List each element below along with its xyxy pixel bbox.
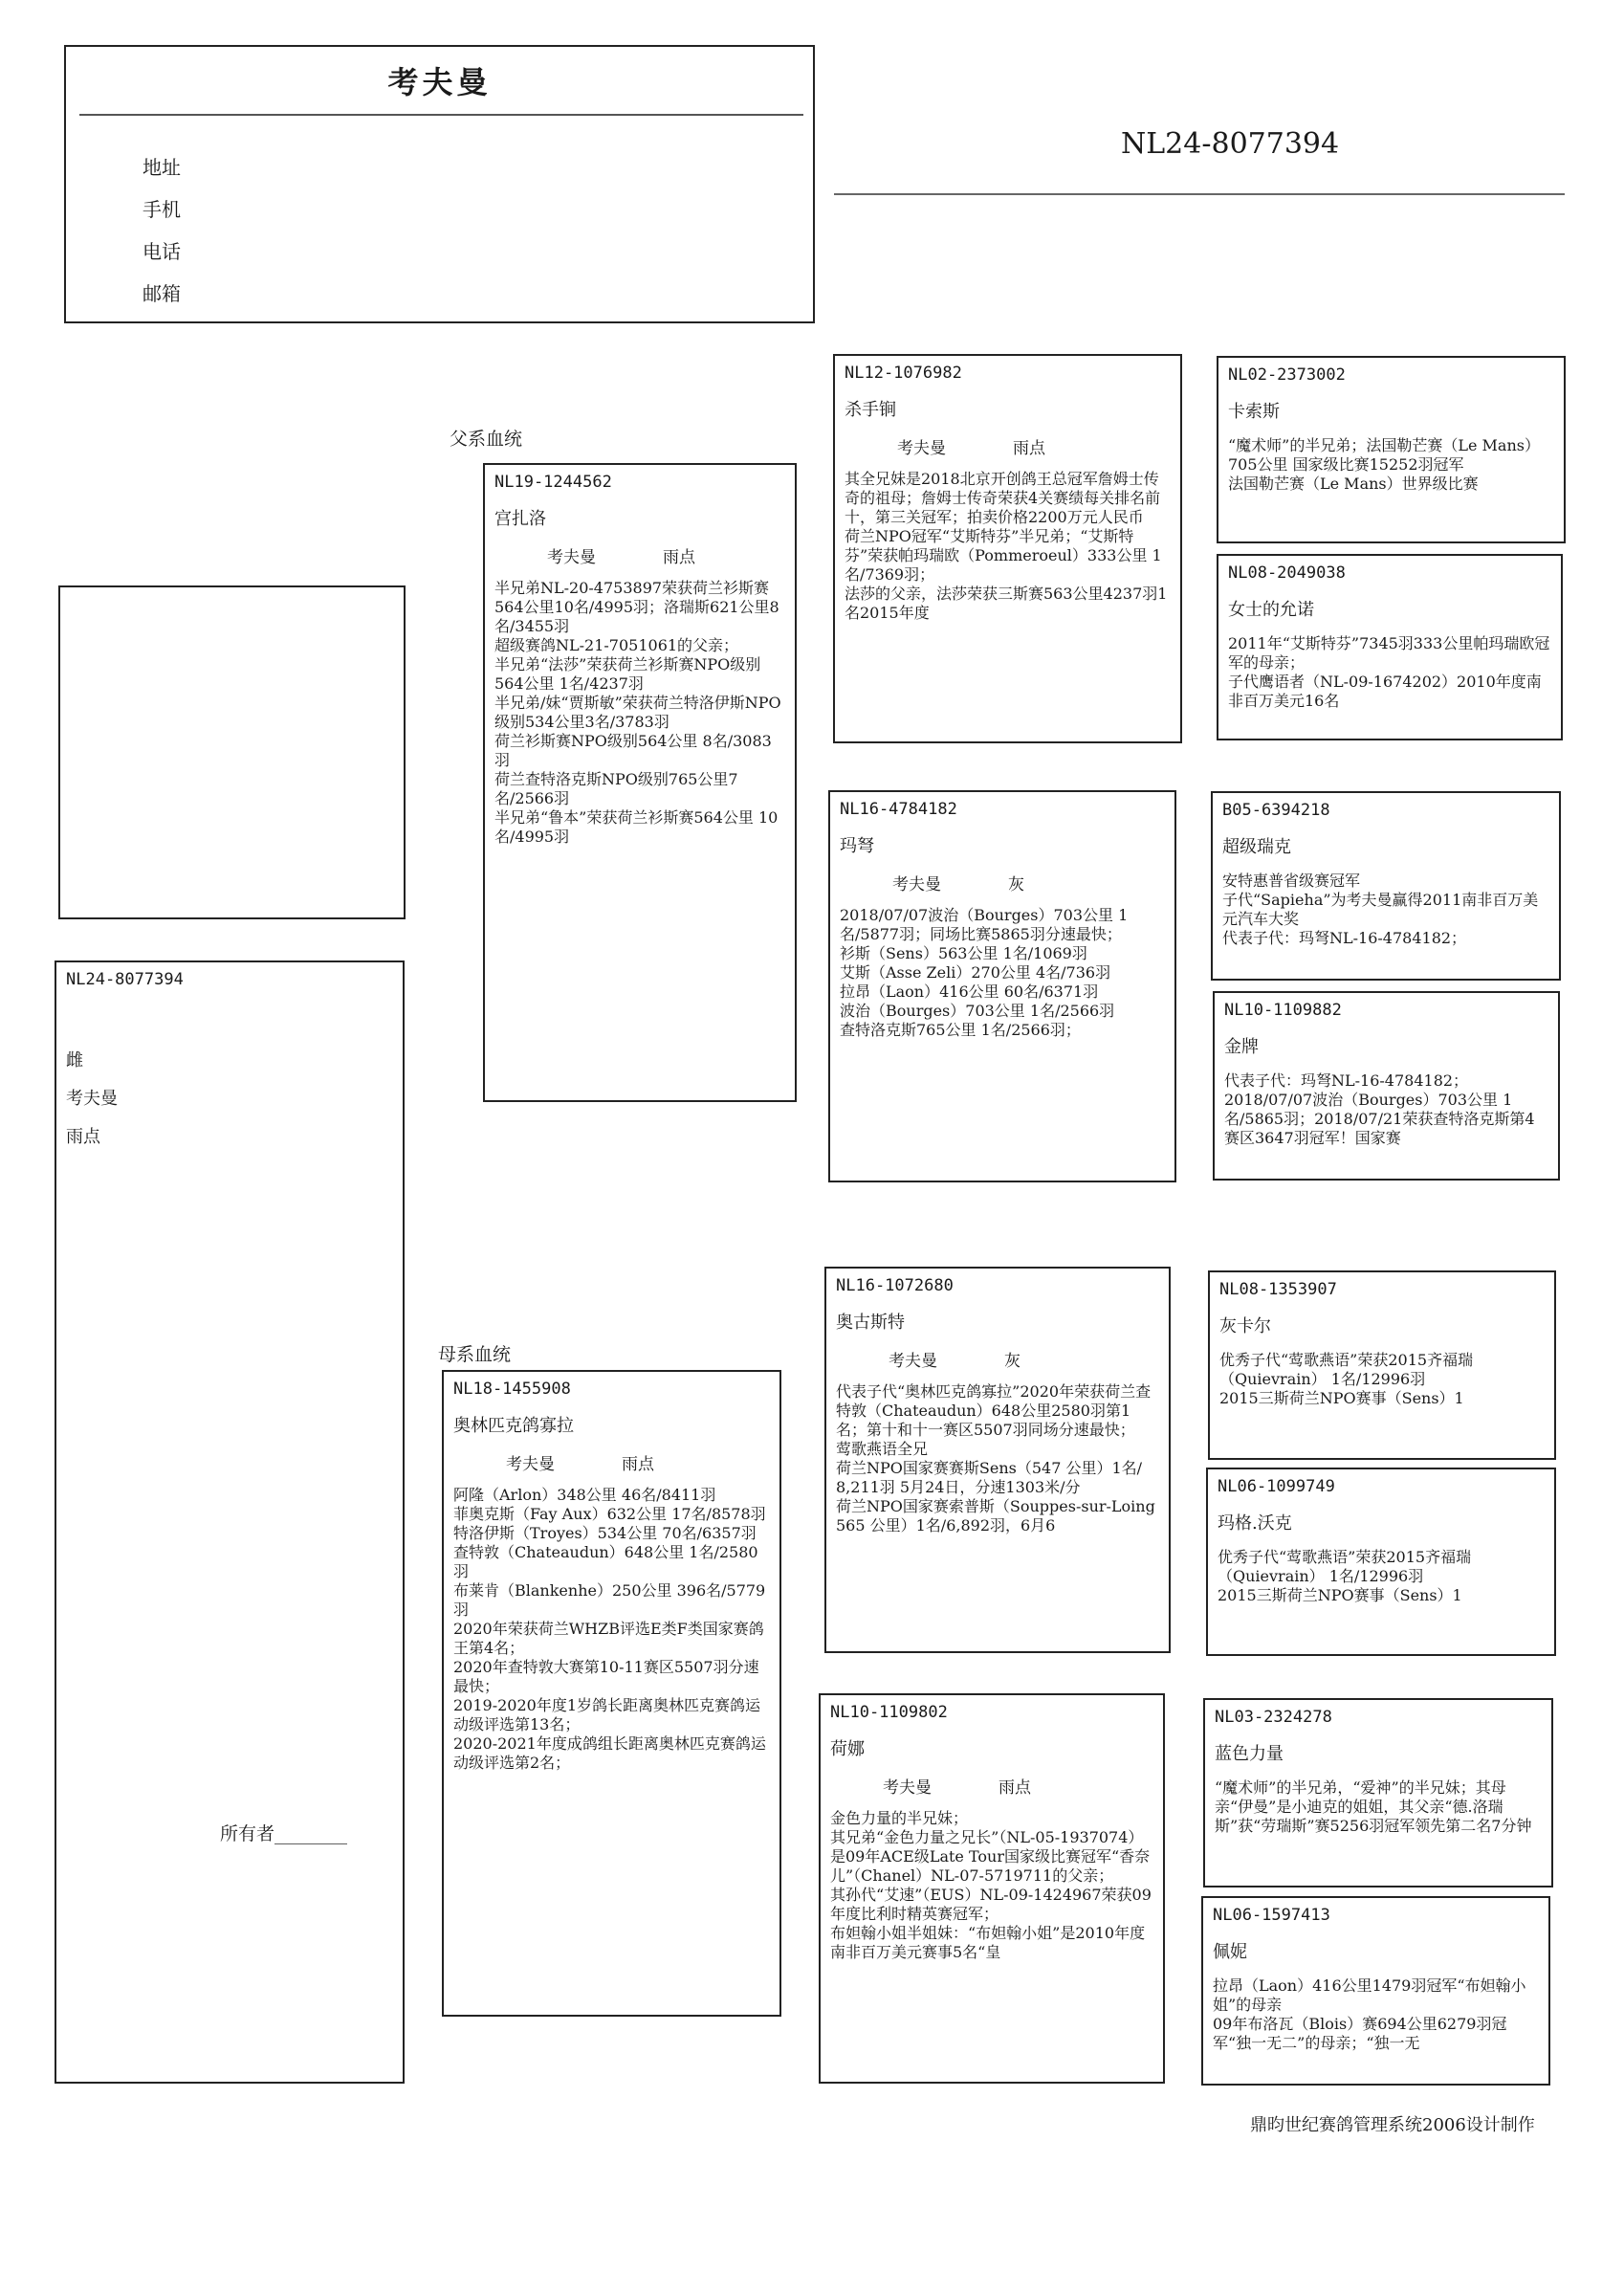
note: 代表子代：玛弩NL-16-4784182； <box>1224 1071 1469 1090</box>
note: 安特惠普省级赛冠军 <box>1222 872 1361 890</box>
phone-label: 电话 <box>143 240 181 263</box>
header-divider <box>79 114 803 116</box>
pedigree-name: 荷娜 <box>830 1739 865 1759</box>
note: 衫斯（Sens）563公里 1名/1069羽 <box>840 944 1087 962</box>
note: 子代“Sapieha”为考夫曼赢得2011南非百万美元汽车大奖 <box>1222 891 1539 928</box>
note: 法莎的父亲，法莎荣获三斯赛563公里4237羽1名2015年度 <box>845 585 1168 622</box>
subject-color: 雨点 <box>66 1127 100 1147</box>
ancestor-box <box>1211 791 1561 981</box>
note: 莺歌燕语全兄 <box>836 1440 929 1458</box>
pedigree-breeder: 考夫曼 <box>897 439 946 458</box>
pedigree-ring: B05-6394218 <box>1222 801 1330 820</box>
note: 荷兰NPO国家赛索普斯（Souppes-sur-Loing 565 公里）1名/6,892羽，6月6 <box>836 1497 1155 1534</box>
ancestor-box <box>1217 554 1563 740</box>
software-credit: 鼎昀世纪赛鸽管理系统2006设计制作 <box>1250 2115 1535 2135</box>
pedigree-color: 雨点 <box>622 1455 654 1474</box>
note: 查特敦（Chateaudun）648公里 1名/2580羽 <box>453 1543 758 1580</box>
pedigree-name: 女士的允诺 <box>1228 600 1314 620</box>
pedigree-notes <box>494 579 785 847</box>
pedigree-breeder: 考夫曼 <box>547 548 596 567</box>
pedigree-ring: NL10-1109882 <box>1224 1001 1342 1020</box>
pedigree-name: 玛弩 <box>840 836 874 856</box>
pedigree-notes <box>830 1809 1153 1962</box>
subject-ring-heading: NL24-8077394 <box>1121 127 1340 161</box>
note: 布莱肯（Blankenhe）250公里 396名/5779羽 <box>453 1581 766 1619</box>
note: 其全兄妹是2018北京开创鸽王总冠军詹姆士传奇的祖母；詹姆士传奇荣获4关赛绩每关排名前十，第三关冠军；拍卖价格2200万元人民币 <box>845 470 1161 526</box>
note: 2018/07/07波治（Bourges）703公里 1名/5865羽；2018/07/21荣获查特洛克斯第4赛区3647羽冠军！国家赛 <box>1224 1091 1535 1147</box>
note: 2015三斯荷兰NPO赛事（Sens）1 <box>1218 1586 1462 1604</box>
note: 2020-2021年度成鸽组长距离奥林匹克赛鸽运动级评选第2名； <box>453 1734 766 1772</box>
pedigree-ring: NL18-1455908 <box>453 1380 571 1399</box>
note: 法国勒芒赛（Le Mans）世界级比赛 <box>1228 475 1479 493</box>
ancestor-box <box>1208 1270 1556 1460</box>
note: 荷兰NPO冠军“艾斯特芬”半兄弟；“艾斯特芬”荣获帕玛瑞欧（Pommeroeul）333公里 1名/7369羽； <box>845 527 1162 584</box>
pedigree-name: 超级瑞克 <box>1222 837 1291 857</box>
pedigree-notes <box>840 906 1165 1040</box>
ancestor-box <box>1206 1468 1556 1656</box>
note: 查特洛克斯765公里 1名/2566羽； <box>840 1021 1081 1039</box>
pedigree-ring: NL19-1244562 <box>494 473 612 492</box>
subject-breeder: 考夫曼 <box>66 1089 118 1109</box>
pedigree-notes <box>1222 872 1549 948</box>
pedigree-name: 金牌 <box>1224 1037 1259 1057</box>
pedigree-name: 宫扎洛 <box>494 509 546 529</box>
pedigree-notes <box>453 1486 770 1773</box>
note: 拉昂（Laon）416公里 60名/6371羽 <box>840 982 1099 1001</box>
pedigree-name: 玛格.沃克 <box>1218 1513 1292 1534</box>
pedigree-name: 奥林匹克鸽寡拉 <box>453 1416 574 1436</box>
note: 半兄弟/妹“贾斯敏”荣获荷兰特洛伊斯NPO级别534公里3名/3783羽 <box>494 694 781 731</box>
owner-name: 考夫曼 <box>387 64 492 100</box>
pedigree-ring: NL10-1109802 <box>830 1703 948 1722</box>
granddam-maternal-box <box>819 1693 1165 2084</box>
pedigree-color: 雨点 <box>999 1778 1031 1798</box>
pedigree-name: 卡索斯 <box>1228 402 1280 422</box>
pedigree-name: 蓝色力量 <box>1215 1744 1284 1764</box>
pedigree-notes <box>1218 1548 1545 1605</box>
note: 优秀子代“莺歌燕语”荣获2015齐福瑞（Quievrain） 1名/12996羽 <box>1219 1351 1474 1388</box>
note: 艾斯（Asse Zeli）270公里 4名/736羽 <box>840 963 1111 982</box>
pedigree-color: 雨点 <box>1013 439 1045 458</box>
note: 子代鹰语者（NL-09-1674202）2010年度南非百万美元16名 <box>1228 673 1542 710</box>
owner-header-box <box>64 45 815 323</box>
note: 荷兰查特洛克斯NPO级别765公里7名/2566羽 <box>494 770 738 807</box>
note: 特洛伊斯（Troyes）534公里 70名/6357羽 <box>453 1524 757 1542</box>
note: 其孙代“艾速”（EUS）NL-09-1424967荣获09年度比利时精英赛冠军； <box>830 1886 1152 1923</box>
dam-box <box>442 1370 781 2017</box>
note: “魔术师”的半兄弟；法国勒芒赛（Le Mans）705公里 国家级比赛15252羽冠军 <box>1228 436 1540 474</box>
note: 2018/07/07波治（Bourges）703公里 1名/5877羽；同场比赛5865羽分速最快； <box>840 906 1129 943</box>
note: 半兄弟NL-20-4753897荣获荷兰衫斯赛564公里10名/4995羽；洛瑞斯621公里8名/3455羽 <box>494 579 779 635</box>
pedigree-ring: NL06-1099749 <box>1218 1477 1335 1496</box>
ancestor-box <box>1213 991 1560 1181</box>
address-label: 地址 <box>143 156 181 179</box>
maternal-label: 母系血统 <box>438 1344 512 1365</box>
ancestor-box <box>1201 1896 1550 2086</box>
pedigree-ring: NL16-1072680 <box>836 1276 954 1295</box>
sire-box <box>483 463 797 1102</box>
note: 优秀子代“莺歌燕语”荣获2015齐福瑞（Quievrain） 1名/12996羽 <box>1218 1548 1472 1585</box>
pedigree-notes <box>1228 634 1551 711</box>
note: “魔术师”的半兄弟，“爱神”的半兄妹；其母亲“伊曼”是小迪克的姐姐，其父亲“德.洛瑞斯”获“劳瑞斯”赛5256羽冠军领先第二名7分钟 <box>1215 1778 1532 1835</box>
pedigree-ring: NL06-1597413 <box>1213 1906 1330 1925</box>
ancestor-box <box>1203 1698 1553 1888</box>
pedigree-breeder: 考夫曼 <box>506 1455 555 1474</box>
note: 半兄弟“鲁本”荣获荷兰衫斯赛564公里 10名/4995羽 <box>494 808 779 846</box>
owner-signature-line: 所有者________ <box>220 1823 348 1844</box>
granddam-paternal-box <box>828 790 1176 1182</box>
pedigree-notes <box>845 470 1171 623</box>
pedigree-ring: NL16-4784182 <box>840 800 957 819</box>
pedigree-ring: NL12-1076982 <box>845 364 962 383</box>
note: 荷兰衫斯赛NPO级别564公里 8名/3083羽 <box>494 732 772 769</box>
photo-placeholder <box>58 585 406 919</box>
paternal-label: 父系血统 <box>450 429 523 450</box>
note: 2020年荣获荷兰WHZB评选E类F类国家赛鸽王第4名； <box>453 1620 764 1657</box>
note: 布妲翰小姐半姐妹：“布妲翰小姐”是2010年度南非百万美元赛事5名“皇 <box>830 1924 1146 1961</box>
pedigree-notes <box>1219 1351 1545 1408</box>
subject-box <box>55 960 405 2084</box>
pedigree-name: 杀手锏 <box>845 400 896 420</box>
note: 金色力量的半兄妹； <box>830 1809 969 1827</box>
pedigree-notes <box>836 1382 1159 1535</box>
note: 2019-2020年度1岁鸽长距离奥林匹克赛鸽运动级评选第13名； <box>453 1696 761 1733</box>
subject-ring: NL24-8077394 <box>66 970 184 989</box>
pedigree-color: 雨点 <box>663 548 695 567</box>
note: 阿隆（Arlon）348公里 46名/8411羽 <box>453 1486 716 1504</box>
ancestor-box <box>1217 356 1566 543</box>
note: 2015三斯荷兰NPO赛事（Sens）1 <box>1219 1389 1464 1407</box>
pedigree-notes <box>1213 1976 1539 2053</box>
note: 菲奥克斯（Fay Aux）632公里 17名/8578羽 <box>453 1505 766 1523</box>
note: 半兄弟“法莎”荣获荷兰衫斯赛NPO级别564公里 1名/4237羽 <box>494 655 761 693</box>
note: 代表子代“奥林匹克鸽寡拉”2020年荣获荷兰查特敦（Chateaudun）648公里2580羽第1名；第十和十一赛区5507羽同场分速最快； <box>836 1382 1152 1439</box>
pedigree-ring: NL08-1353907 <box>1219 1280 1337 1299</box>
grandsire-maternal-box <box>824 1267 1171 1653</box>
grandsire-paternal-box <box>833 354 1182 743</box>
pedigree-color: 灰 <box>1008 875 1024 894</box>
pedigree-ring: NL08-2049038 <box>1228 563 1346 583</box>
pedigree-breeder: 考夫曼 <box>889 1352 937 1371</box>
note: 荷兰NPO国家赛赛斯Sens（547 公里）1名/ 8,211羽 5月24日，分速1303米/分 <box>836 1459 1143 1496</box>
subject-sex: 雌 <box>66 1050 83 1071</box>
pedigree-notes <box>1224 1071 1548 1148</box>
note: 代表子代：玛弩NL-16-4784182； <box>1222 929 1467 947</box>
note: 超级赛鸽NL-21-7051061的父亲； <box>494 636 739 654</box>
pedigree-ring: NL03-2324278 <box>1215 1708 1332 1727</box>
email-label: 邮箱 <box>143 282 181 305</box>
pedigree-name: 佩妮 <box>1213 1942 1247 1962</box>
pedigree-notes <box>1228 436 1554 494</box>
note: 其兄弟“金色力量之兄长”（NL-05-1937074）是09年ACE级Late Tour国家级比赛冠军“香奈儿”（Chanel）NL-07-5719711的父亲； <box>830 1828 1151 1885</box>
pedigree-notes <box>1215 1778 1542 1836</box>
note: 拉昂（Laon）416公里1479羽冠军“布妲翰小姐”的母亲 <box>1213 1976 1526 2014</box>
note: 09年布洛瓦（Blois）赛694公里6279羽冠军“独一无二”的母亲；“独一无 <box>1213 2015 1507 2052</box>
note: 2020年查特敦大赛第10-11赛区5507羽分速最快； <box>453 1658 759 1695</box>
note: 2011年“艾斯特芬”7345羽333公里帕玛瑞欧冠军的母亲； <box>1228 634 1550 672</box>
pedigree-name: 奥古斯特 <box>836 1313 905 1333</box>
note: 波治（Bourges）703公里 1名/2566羽 <box>840 1002 1115 1020</box>
ring-underline <box>834 193 1565 195</box>
mobile-label: 手机 <box>143 198 181 221</box>
pedigree-name: 灰卡尔 <box>1219 1316 1271 1336</box>
pedigree-color: 灰 <box>1004 1352 1020 1371</box>
pedigree-breeder: 考夫曼 <box>883 1778 932 1798</box>
pedigree-breeder: 考夫曼 <box>892 875 941 894</box>
pedigree-ring: NL02-2373002 <box>1228 365 1346 385</box>
